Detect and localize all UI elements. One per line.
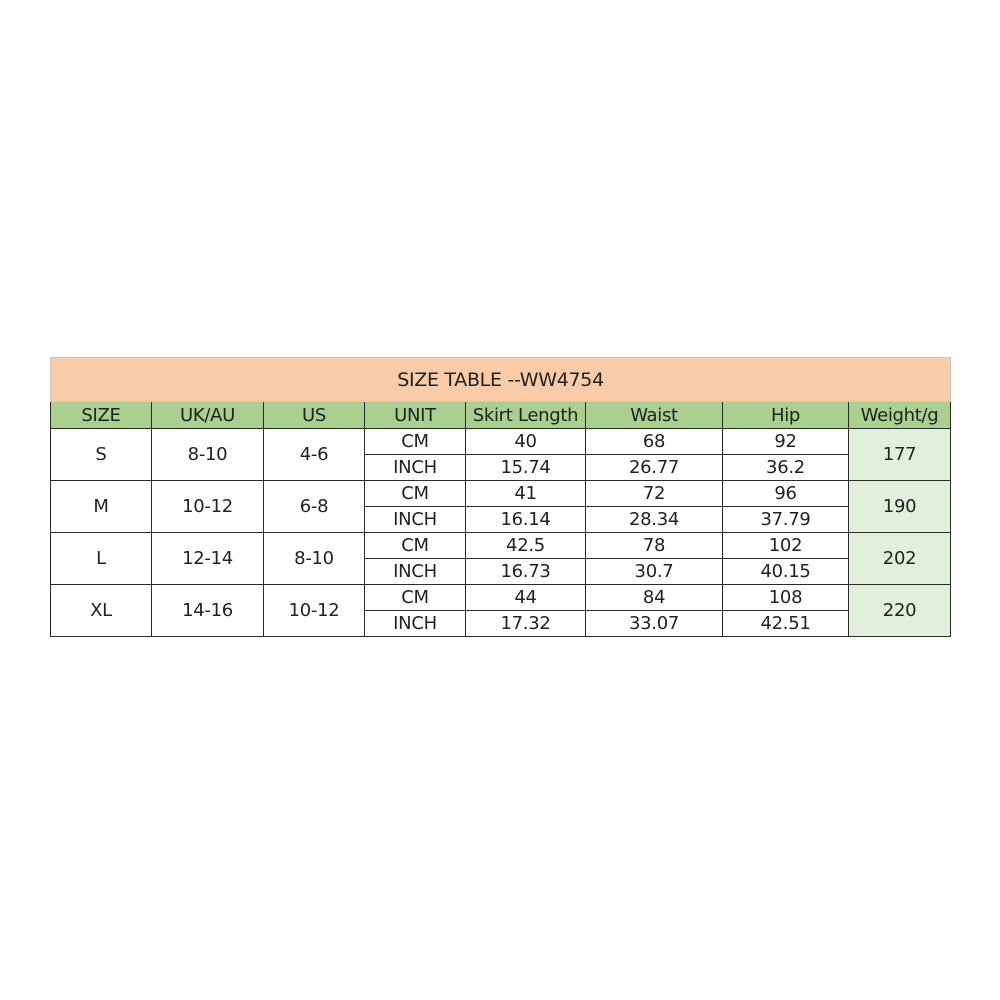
waist-cell: 28.34: [586, 507, 723, 533]
size-cell: M: [51, 481, 152, 533]
header-row: [51, 402, 951, 429]
hip-cell: 108: [723, 585, 849, 611]
unit-cell: CM: [365, 533, 466, 559]
weight-cell: 190: [849, 481, 951, 533]
table-title: SIZE TABLE --WW4754: [51, 358, 951, 402]
unit-cell: INCH: [365, 559, 466, 585]
skirt-length-cell: 16.14: [466, 507, 586, 533]
uk-au-cell: 10-12: [152, 481, 264, 533]
waist-cell: 33.07: [586, 611, 723, 637]
waist-cell: 84: [586, 585, 723, 611]
us-cell: 4-6: [264, 429, 365, 481]
table-row: [51, 533, 951, 559]
skirt-length-cell: 44: [466, 585, 586, 611]
header-size: SIZE: [51, 402, 152, 429]
unit-cell: CM: [365, 429, 466, 455]
hip-cell: 37.79: [723, 507, 849, 533]
unit-cell: CM: [365, 585, 466, 611]
hip-cell: 102: [723, 533, 849, 559]
skirt-length-cell: 40: [466, 429, 586, 455]
skirt-length-cell: 42.5: [466, 533, 586, 559]
header-weight: Weight/g: [849, 402, 951, 429]
waist-cell: 68: [586, 429, 723, 455]
header-unit: UNIT: [365, 402, 466, 429]
header-hip: Hip: [723, 402, 849, 429]
skirt-length-cell: 41: [466, 481, 586, 507]
us-cell: 8-10: [264, 533, 365, 585]
header-waist: Waist: [586, 402, 723, 429]
table-row: [51, 429, 951, 455]
skirt-length-cell: 17.32: [466, 611, 586, 637]
us-cell: 6-8: [264, 481, 365, 533]
table-body: [51, 429, 951, 637]
uk-au-cell: 14-16: [152, 585, 264, 637]
unit-cell: INCH: [365, 455, 466, 481]
unit-cell: INCH: [365, 611, 466, 637]
weight-cell: 202: [849, 533, 951, 585]
waist-cell: 72: [586, 481, 723, 507]
hip-cell: 92: [723, 429, 849, 455]
skirt-length-cell: 15.74: [466, 455, 586, 481]
waist-cell: 26.77: [586, 455, 723, 481]
unit-cell: CM: [365, 481, 466, 507]
size-cell: XL: [51, 585, 152, 637]
uk-au-cell: 8-10: [152, 429, 264, 481]
size-cell: S: [51, 429, 152, 481]
size-table: [50, 357, 951, 637]
hip-cell: 40.15: [723, 559, 849, 585]
uk-au-cell: 12-14: [152, 533, 264, 585]
weight-cell: 220: [849, 585, 951, 637]
size-cell: L: [51, 533, 152, 585]
hip-cell: 36.2: [723, 455, 849, 481]
waist-cell: 78: [586, 533, 723, 559]
header-us: US: [264, 402, 365, 429]
us-cell: 10-12: [264, 585, 365, 637]
skirt-length-cell: 16.73: [466, 559, 586, 585]
waist-cell: 30.7: [586, 559, 723, 585]
weight-cell: 177: [849, 429, 951, 481]
hip-cell: 96: [723, 481, 849, 507]
table-row: [51, 481, 951, 507]
hip-cell: 42.51: [723, 611, 849, 637]
table-row: [51, 585, 951, 611]
header-skirt-length: Skirt Length: [466, 402, 586, 429]
header-uk-au: UK/AU: [152, 402, 264, 429]
unit-cell: INCH: [365, 507, 466, 533]
